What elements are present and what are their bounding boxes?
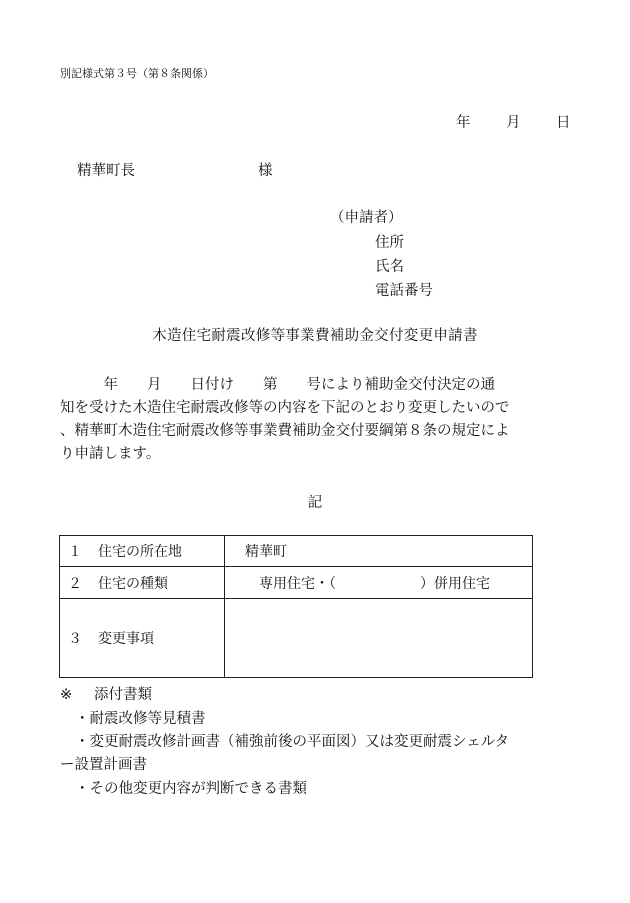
row-number: １ — [68, 544, 82, 560]
table-row — [60, 599, 533, 678]
attachment-item: ・耐震改修等見積書 — [75, 711, 206, 727]
applicant-name-label: 氏名 — [375, 259, 404, 275]
applicant-phone-label: 電話番号 — [375, 283, 433, 299]
attachments-heading-label: 添付書類 — [94, 687, 152, 703]
document-title: 木造住宅耐震改修等事業費補助金交付変更申請書 — [152, 328, 478, 344]
body-text-line: り申請します。 — [60, 446, 161, 462]
ki-heading: 記 — [307, 495, 323, 511]
form-reference: 別記様式第３号（第８条関係） — [60, 67, 214, 80]
body-text-line: 知を受けた木造住宅耐震改修等の内容を下記のとおり変更したいので — [60, 400, 510, 416]
change-details-value-cell — [225, 599, 533, 678]
table-row — [60, 536, 533, 567]
row-label-cell — [60, 536, 225, 567]
reference-mark: ※ — [60, 687, 73, 703]
details-table — [59, 535, 533, 678]
addressee-name: 精華町長 — [77, 163, 135, 179]
row-number: ３ — [68, 631, 82, 647]
date-year-label: 年 — [456, 115, 471, 131]
addressee-honorific: 様 — [258, 163, 273, 179]
table-row — [60, 567, 533, 599]
location-value-cell: 精華町 — [225, 536, 533, 567]
row-label: 住宅の種類 — [98, 575, 168, 592]
applicant-address-label: 住所 — [375, 235, 404, 251]
body-text-line: 、精華町木造住宅耐震改修等事業費補助金交付要綱第８条の規定によ — [60, 423, 510, 439]
row-number: ２ — [68, 575, 82, 592]
applicant-label: （申請者） — [330, 210, 403, 226]
date-month-label: 月 — [506, 115, 521, 131]
date-day-label: 日 — [556, 115, 571, 131]
row-label-cell — [60, 599, 225, 678]
attachments-heading — [60, 683, 152, 704]
attachment-item: ・その他変更内容が判断できる書類 — [75, 781, 307, 797]
attachment-item: ー設置計画書 — [60, 757, 147, 773]
housing-type-value-cell: 専用住宅・（ ）併用住宅 — [225, 567, 533, 599]
body-text-line: 年 月 日付け 第 号により補助金交付決定の通 — [60, 377, 495, 393]
row-label-cell — [60, 567, 225, 599]
row-label: 変更事項 — [98, 631, 154, 647]
row-label: 住宅の所在地 — [98, 544, 182, 560]
attachment-item: ・変更耐震改修計画書（補強前後の平面図）又は変更耐震シェルタ — [75, 734, 510, 750]
